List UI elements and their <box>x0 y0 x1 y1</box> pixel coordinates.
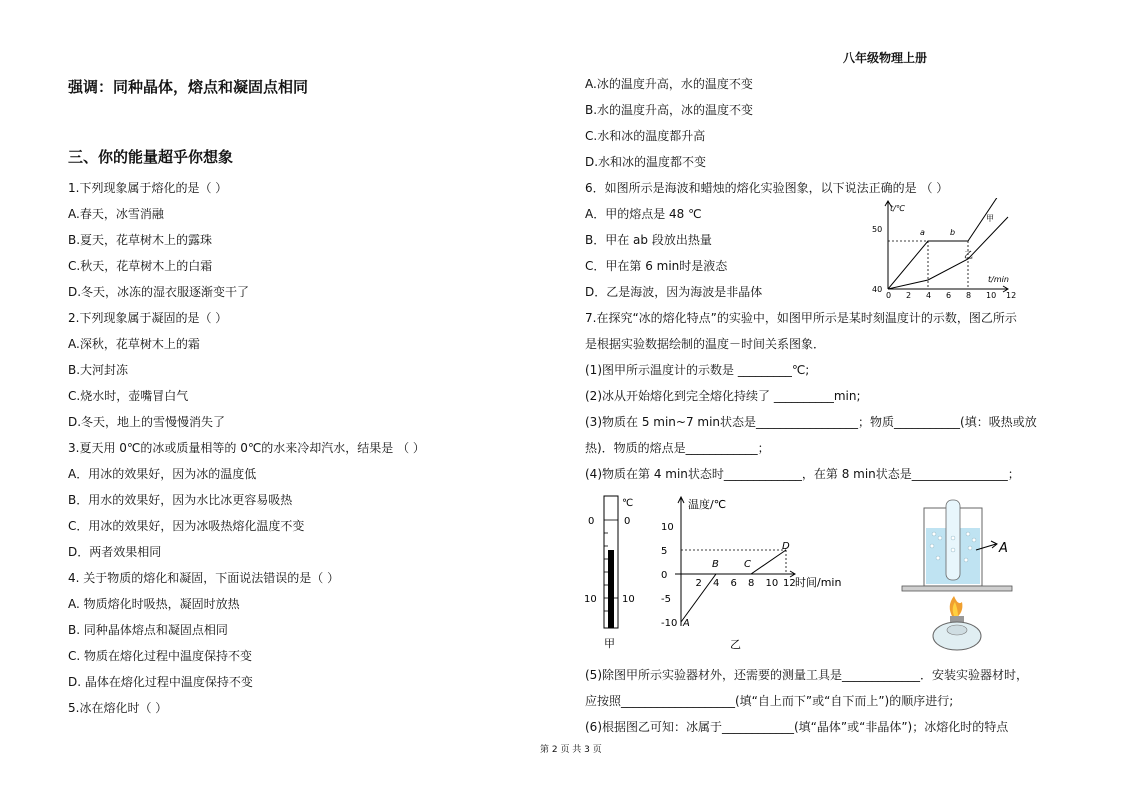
left-line-3: C.秋天，花草树木上的白霜 <box>68 259 213 273</box>
right-line-4: 6．如图所示是海波和蜡烛的熔化实验图象，以下说法正确的是 （ ） <box>585 181 949 195</box>
fig-yi-graph <box>655 494 865 654</box>
left-line-4: D.冬天，冰冻的湿衣服逐渐变干了 <box>68 285 250 299</box>
right-line-1: B.水的温度升高，冰的温度不变 <box>585 103 754 117</box>
right-bottom-line-1: 应按照___________________(填“自上而下”或“自下而上”)的顺序进行; <box>585 694 954 708</box>
right-line-8: D．乙是海波，因为海波是非晶体 <box>585 285 763 299</box>
left-line-6: A.深秋，花草树木上的霜 <box>68 337 200 351</box>
fig-yi-x-tick: 8 <box>748 578 755 589</box>
fig-yi-xlabel: 时间/min <box>795 576 842 589</box>
left-line-17: B. 同种晶体熔点和凝固点相同 <box>68 623 228 637</box>
page-footer: 第 2 页 共 3 页 <box>540 745 602 755</box>
fig6-x-tick: 0 <box>886 291 892 300</box>
right-line-11: (1)图甲所示温度计的示数是 _________℃; <box>585 363 810 377</box>
fig-yi-caption: 乙 <box>730 638 741 651</box>
left-line-9: D.冬天，地上的雪慢慢消失了 <box>68 415 226 429</box>
fig-yi-point-b: B <box>712 559 719 570</box>
left-line-2: B.夏天，花草树木上的露珠 <box>68 233 213 247</box>
fig-yi-y-tick: 0 <box>661 570 668 581</box>
fig6-x-tick: 6 <box>946 291 952 300</box>
right-line-13: (3)物质在 5 min~7 min状态是_________________；物质___________(填：吸热或放 <box>585 415 1037 429</box>
right-line-14: 热)．物质的熔点是____________； <box>585 441 770 455</box>
fig6-x-tick: 2 <box>906 291 912 300</box>
left-line-20: 5.冰在熔化时（ ） <box>68 701 168 715</box>
section-heading: 三、你的能量超乎你想象 <box>68 148 234 166</box>
left-line-16: A. 物质熔化时吸热，凝固时放热 <box>68 597 240 611</box>
left-line-11: A．用冰的效果好，因为冰的温度低 <box>68 467 257 481</box>
thermometer-right-tick-0: 0 <box>624 516 631 527</box>
fig6-xlabel: t/min <box>988 275 1009 284</box>
page-header-title: 八年级物理上册 <box>843 51 928 65</box>
fig6-x-tick: 10 <box>986 291 997 300</box>
left-line-19: D. 晶体在熔化过程中温度保持不变 <box>68 675 253 689</box>
left-line-13: C．用冰的效果好，因为冰吸热熔化温度不变 <box>68 519 305 533</box>
fig-yi-x-tick: 2 <box>695 578 702 589</box>
fig-yi-y-tick: -5 <box>661 594 671 605</box>
fig6-x-tick: 4 <box>926 291 932 300</box>
right-line-15: (4)物质在第 4 min状态时_____________，在第 8 min状态是________________； <box>585 467 1020 481</box>
fig6-x-tick: 12 <box>1006 291 1017 300</box>
thermometer-left-tick-10: 10 <box>584 594 597 605</box>
left-line-12: B．用水的效果好，因为水比冰更容易吸热 <box>68 493 293 507</box>
left-line-5: 2.下列现象属于凝固的是（ ） <box>68 311 228 325</box>
left-line-1: A.春天，冰雪消融 <box>68 207 164 221</box>
left-line-18: C. 物质在熔化过程中温度保持不变 <box>68 649 253 663</box>
fig-yi-point-a: A <box>683 618 690 629</box>
right-line-2: C.水和冰的温度都升高 <box>585 129 706 143</box>
fig6-label-yi: 乙 <box>964 251 974 261</box>
fig-yi-x-tick: 4 <box>713 578 720 589</box>
left-line-7: B.大河封冻 <box>68 363 129 377</box>
apparatus-label-a: A <box>999 541 1008 556</box>
right-bottom-line-0: (5)除图甲所示实验器材外，还需要的测量工具是_____________．安装实验器材时， <box>585 668 1029 682</box>
fig6-label-a: a <box>920 228 925 237</box>
fig6-y-tick: 50 <box>872 225 883 234</box>
fig6-melting-graph <box>868 198 1028 300</box>
right-line-5: A．甲的熔点是 48 ℃ <box>585 207 702 221</box>
right-bottom-line-2: (6)根据图乙可知：冰属于____________(填“晶体”或“非晶体”)；冰熔化时的特点 <box>585 720 1009 734</box>
fig6-y-tick: 40 <box>872 285 883 294</box>
emphasis-note: 强调：同种晶体，熔点和凝固点相同 <box>68 78 309 96</box>
thermometer-caption: 甲 <box>604 637 615 650</box>
apparatus-figure <box>898 498 1028 656</box>
left-line-0: 1.下列现象属于熔化的是（ ） <box>68 181 228 195</box>
thermometer-unit: ℃ <box>622 498 634 509</box>
fig6-x-tick: 8 <box>966 291 972 300</box>
left-line-15: 4. 关于物质的熔化和凝固，下面说法错误的是（ ） <box>68 571 340 585</box>
right-line-9: 7.在探究“冰的熔化特点”的实验中，如图甲所示是某时刻温度计的示数，图乙所示 <box>585 311 1017 325</box>
fig-yi-x-tick: 12 <box>783 578 796 589</box>
fig6-label-b: b <box>950 228 956 237</box>
fig6-label-jia: 甲 <box>986 214 994 223</box>
fig-yi-y-tick: 5 <box>661 546 668 557</box>
right-line-3: D.水和冰的温度都不变 <box>585 155 707 169</box>
thermometer-right-tick-10: 10 <box>622 594 635 605</box>
left-line-10: 3.夏天用 0℃的冰或质量相等的 0℃的水来冷却汽水，结果是 （ ） <box>68 441 425 455</box>
fig6-ylabel: t/℃ <box>890 204 905 213</box>
fig-yi-point-c: C <box>744 559 751 570</box>
fig-yi-x-tick: 10 <box>765 578 779 589</box>
thermometer-figure <box>584 492 644 652</box>
thermometer-left-tick-0: 0 <box>588 516 595 527</box>
left-line-14: D．两者效果相同 <box>68 545 162 559</box>
left-line-8: C.烧水时，壶嘴冒白气 <box>68 389 189 403</box>
right-line-6: B．甲在 ab 段放出热量 <box>585 233 712 247</box>
fig-yi-x-tick: 6 <box>730 578 737 589</box>
right-line-7: C．甲在第 6 min时是液态 <box>585 259 728 273</box>
fig-yi-ylabel: 温度/℃ <box>688 498 727 511</box>
right-line-0: A.冰的温度升高，水的温度不变 <box>585 77 753 91</box>
fig-yi-point-d: D <box>782 541 790 552</box>
fig-yi-y-tick: 10 <box>661 522 674 533</box>
right-line-10: 是根据实验数据绘制的温度－时间关系图象． <box>585 337 826 351</box>
fig-yi-y-tick: -10 <box>661 618 678 629</box>
right-line-12: (2)冰从开始熔化到完全熔化持续了 __________min; <box>585 389 861 403</box>
